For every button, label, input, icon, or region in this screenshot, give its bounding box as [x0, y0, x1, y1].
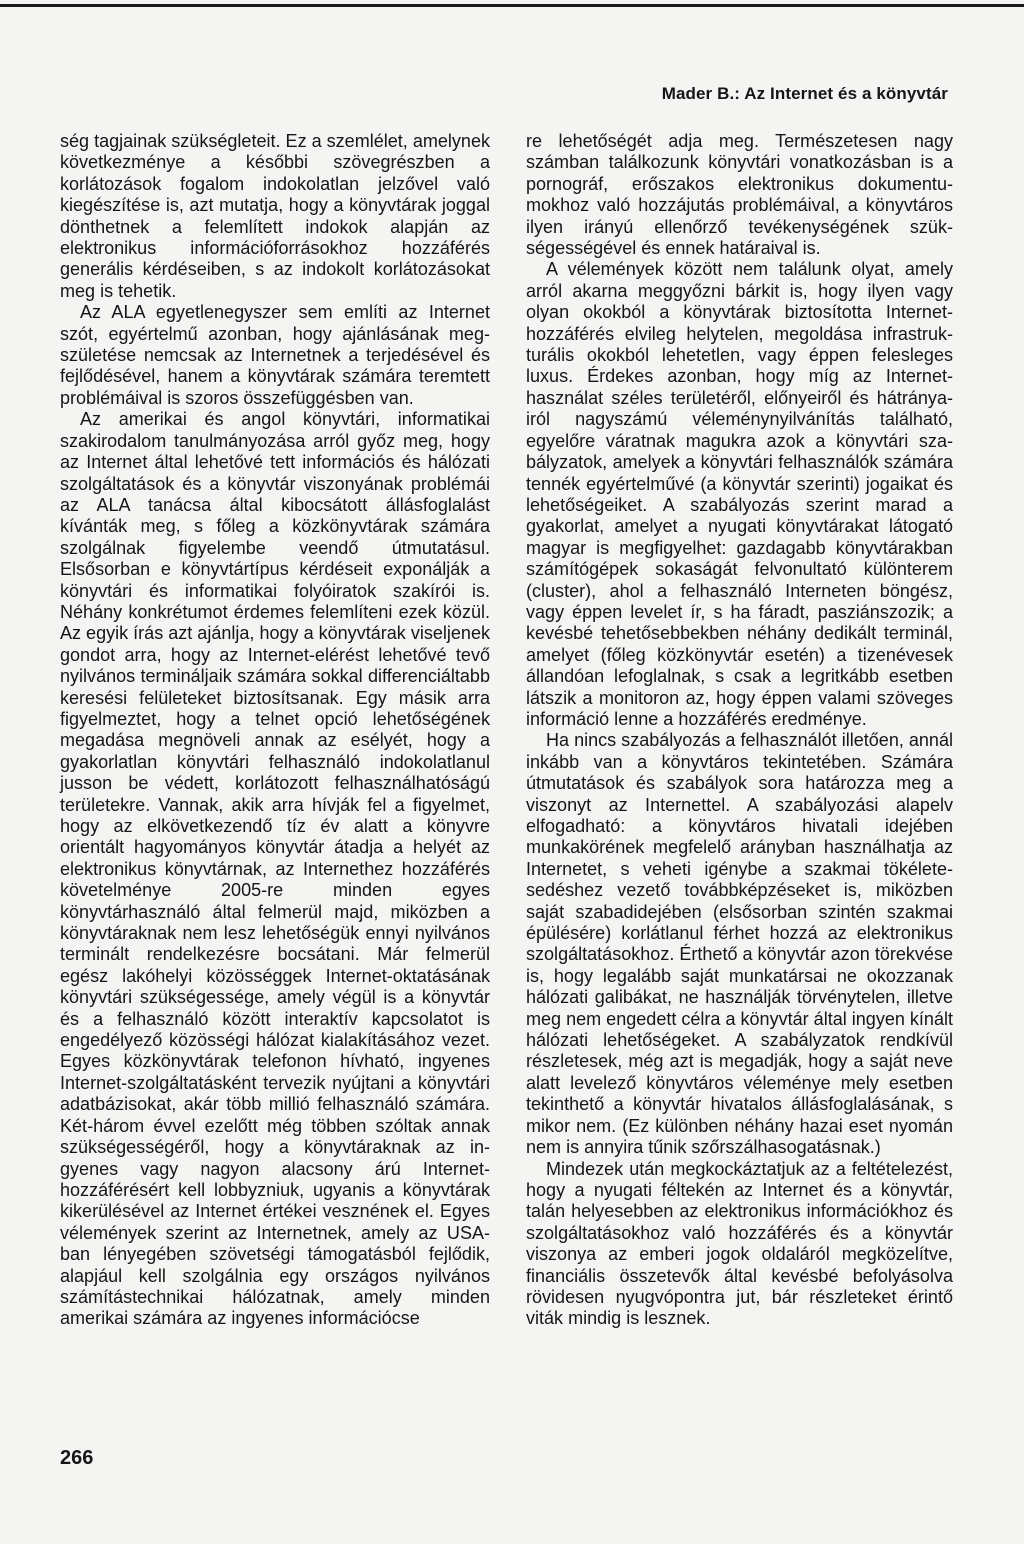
- paragraph: Mindezek után megkockáztatjuk az a feltételezést, hogy a nyugati féltekén az Internet és a könyvtár, talán helyesebben az elektronikus információkhoz és szolgáltatásokhoz való hozzáférés és a könyvtár viszonya az emberi jogok oldaláról megközelítve, financiális összetevők által kevésbé befolyásolva rövidesen nyugvópontra jut, bár részleteket érintő viták mindig is lesznek.: [526, 1158, 953, 1329]
- page-number: 266: [60, 1447, 94, 1469]
- right-text-column: [526, 131, 953, 1330]
- paragraph: ség tagjainak szükségleteit. Ez a szemlélet, amelynek következménye a későbbi szövegrészben a korlátozások fogalom indokolatlan jelzővel való kiegészítése is, azt mutatja, hogy a könyvtárak joggal dönthetnek a felemlített indokok alapján az elektronikus információforrásokhoz hozzáférés generális kérdéseiben, s az indokolt korlátozásokat meg is tehetik.: [60, 131, 490, 301]
- running-header: Mader B.: Az Internet és a könyvtár: [661, 84, 948, 103]
- left-text-column: [60, 131, 490, 1330]
- paragraph: A vélemények között nem találunk olyat, amely arról akarna meggyőzni bárkit is, hogy ilyen vagy olyan okokból a könyvtárak biztosította Internet-hozzáférés elvileg helytelen, megoldása infrastrukturális okokból lehetetlen, vagy éppen felesleges luxus. Érdekes azonban, hogy míg az Internet-használat széles területéről, előnyeiről és hátrányairól nagyszámú véleménynyilvánítás található, egyelőre váratnak magukra azok a könyvtári szabályzatok, amelyek a könyvtári felhasználók számára tennék egyértelművé (a könyvtár szerinti) jogaikat és lehetőségeiket. A szabályozás szerint marad a gyakorlat, amelyet a nyugati könyvtárakat látogató magyar is megfigyelhet: gazdagabb könyvtárakban számítógépek sokaságát felvonultató különterem (cluster), ahol a felhasználó Interneten böngész, vagy éppen levelet ír, s ha fáradt, pasziánszozik; a kevésbé tehetősebbekben néhány dedikált terminál, amelyet (főleg közkönyvtár esetén) a tizenévesek állandóan lefoglalnak, s csak a legritkább esetben látszik a monitoron az, hogy éppen valami szöveges információ lenne a hozzáférés eredménye.: [526, 259, 953, 729]
- paragraph: Az ALA egyetlenegyszer sem említi az Internet szót, egyértelmű azonban, hogy ajánlásának megszületése nemcsak az Internetnek a terjedésével és fejlődésével, hanem a könyvtárak számára teremtett problémáival is szoros összefüggésben van.: [60, 302, 490, 408]
- paragraph: re lehetőségét adja meg. Természetesen nagy számban találkozunk könyvtári vonatkozásban is a pornográf, erőszakos elektronikus dokumentumokhoz való hozzájutás problémáival, a könyvtáros ilyen irányú ellenőrző tevékenységének szükségességével és ennek határaival is.: [526, 131, 953, 259]
- top-border-rule: [0, 4, 1024, 7]
- paragraph: Az amerikai és angol könyvtári, informatikai szakirodalom tanulmányozása arról győz meg, hogy az Internet által lehetővé tett információs és hálózati szolgáltatások és a könyvtár viszonyának problémái az ALA tanácsa által kibocsátott állásfoglalást kívánták meg, s főleg a közkönyvtárak számára szolgálnak figyelembe veendő útmutatásul. Elsősorban e könyvtártípus kérdéseit exponálják a könyvtári és informatikai folyóiratok szakírói is. Néhány konkrétumot érdemes felemlíteni ezek közül. Az egyik írás azt ajánlja, hogy a könyvtárak viseljenek gondot arra, hogy az Internet-elérést lehetővé tevő nyilvános termináljaik számára sokkal differenciáltabb keresési felületeket biztosítsanak. Egy másik arra figyelmeztet, hogy a telnet opció lehetőségének megadása megnöveli annak az esélyét, hogy a gyakorlatlan könyvtári felhasználó indokolatlanul jusson be védett, korlátozott felhasználhatóságú területekre. Vannak, akik arra hívják fel a figyelmet, hogy az elkövetkezendő tíz év alatt a könyvre orientált hagyományos könyvtár átadja a helyét az elektronikus könyvtárnak, az Internethez hozzáférés követelménye 2005-re minden egyes könyvtárhasználó által felmerül majd, miközben a könyvtáraknak nem lesz lehetőségük ennyi nyilvános terminált rendelkezésre bocsátani. Már felmerül egész lakóhelyi közösséggek Internet-oktatásának könyvtári szükségessége, amely végül is a könyvtár és a felhasználó között interaktív kapcsolatot is engedélyező közösségi hálózat kialakításához vezet. Egyes közkönyvtárak telefonon hívható, ingyenes Internet-szolgáltatásként tervezik nyújtani a könyvtári adatbázisokat, akár több millió felhasználó számára. Két-három évvel ezelőtt még többen szóltak annak szükségességéről, hogy a könyvtáraknak az ingyenes vagy nagyon alacsony árú Internet-hozzáférésért kell lobbyzniuk, ugyanis a könyvtárak kikerülésével az Internet értékei vesznének el. Egyes vélemények szerint az Internetnek, amely az USA-ban lényegében szövetségi támogatásból fejlődik, alapjául kell szolgálnia egy országos nyilvános számítástechnikai hálózatnak, amely minden amerikai számára az ingyenes információcse: [60, 409, 490, 1329]
- paragraph: Ha nincs szabályozás a felhasználót illetően, annál inkább van a könyvtáros tekintetében. Számára útmutatások és szabályok sora határozza meg a viszonyt az Internettel. A szabályozási alapelv elfogadható: a könyvtáros hivatali idejében munkakörének megfelelő arányban használhatja az Internetet, s veheti igénybe a szakmai tökéletesedéshez vezető továbbképzéseket is, miközben saját szabadidejében (elsősorban szintén szakmai épülésére) korlátlanul férhet hozzá az elektronikus szolgáltatásokhoz. Érthető a könyvtár azon törekvése is, hogy legalább saját munkatársai ne okozzanak hálózati galibákat, ne használják törvénytelen, illetve meg nem engedett célra a könyvtár által ingyen kínált hálózati lehetőségeket. A szabályzatok rendkívül részletesek, még azt is megadják, hogy a saját neve alatt levelező könyvtáros véleménye mely esetben tekinthető a könyvtár hivatalos állásfoglalásának, s mikor nem. (Ez különben néhány hazai eset nyomán nem is annyira tűnik szőrszálhasogatásnak.): [526, 730, 953, 1158]
